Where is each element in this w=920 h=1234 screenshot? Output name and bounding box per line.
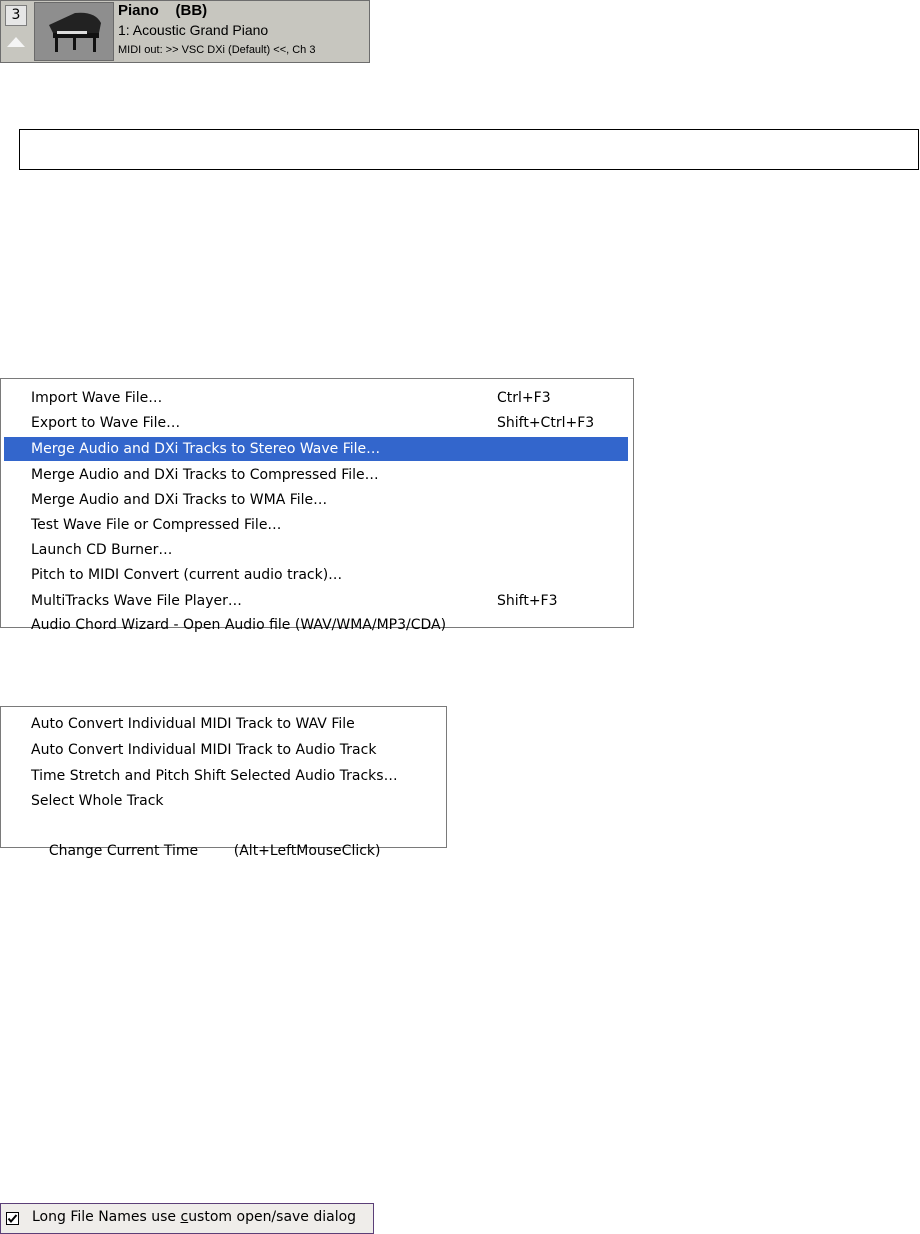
track-number[interactable]: 3 <box>5 5 27 26</box>
long-file-names-option[interactable] <box>0 1203 374 1234</box>
track-name: Piano (BB) <box>118 2 208 19</box>
menu-item-merge-wma[interactable] <box>4 488 628 512</box>
menu-item-label: Merge Audio and DXi Tracks to Stereo Wave File… <box>31 441 381 457</box>
track-context-menu <box>0 706 447 859</box>
grand-piano-icon[interactable] <box>34 2 114 61</box>
menu-item-shortcut: Shift+Ctrl+F3 <box>497 415 595 431</box>
menu-item-launch-cd-burner[interactable] <box>4 538 628 562</box>
menu-item-merge-stereo-wave[interactable] <box>4 437 628 461</box>
menu-item-convert-midi-to-audio[interactable] <box>4 738 441 762</box>
menu-item-label: Launch CD Burner… <box>31 542 173 558</box>
long-file-names-checkbox[interactable] <box>6 1212 19 1225</box>
blank-box <box>19 129 919 170</box>
checkmark-icon <box>7 1213 18 1224</box>
track-midi-out: MIDI out: >> VSC DXi (Default) <<, Ch 3 <box>118 44 316 56</box>
audio-menu <box>0 378 634 633</box>
track-panel[interactable] <box>0 0 370 63</box>
menu-item-import-wave[interactable] <box>4 386 628 410</box>
menu-item-time-stretch[interactable] <box>4 764 441 788</box>
menu-item-label: Pitch to MIDI Convert (current audio track)… <box>31 567 343 583</box>
menu-item-select-whole-track[interactable] <box>4 789 441 813</box>
menu-item-label: Import Wave File… <box>31 390 163 406</box>
menu-item-label: MultiTracks Wave File Player… <box>31 593 242 609</box>
menu-item-export-wave[interactable] <box>4 411 628 435</box>
menu-item-shortcut: Ctrl+F3 <box>497 390 551 406</box>
menu-item-audio-chord-wizard[interactable] <box>4 613 628 637</box>
menu-item-shortcut: Shift+F3 <box>497 593 558 609</box>
track-patch: 1: Acoustic Grand Piano <box>118 22 269 38</box>
menu-item-label: Select Whole Track <box>31 793 164 809</box>
triangle-up-icon[interactable] <box>7 37 25 47</box>
menu-item-label: Time Stretch and Pitch Shift Selected Audio Tracks… <box>31 768 398 784</box>
menu-item-label: Audio Chord Wizard - Open Audio file (WAV/WMA/MP3/CDA) <box>31 617 447 633</box>
menu-item-pitch-to-midi[interactable] <box>4 563 628 587</box>
menu-item-multitracks-player[interactable] <box>4 589 628 613</box>
menu-item-merge-compressed[interactable] <box>4 463 628 487</box>
menu-item-label: Merge Audio and DXi Tracks to WMA File… <box>31 492 328 508</box>
menu-item-label: Export to Wave File… <box>31 415 181 431</box>
menu-item-label: Change Current Time (Alt+LeftMouseClick) <box>48 843 381 859</box>
menu-item-label: Auto Convert Individual MIDI Track to WAV File <box>31 716 355 732</box>
menu-item-change-current-time[interactable] <box>4 815 441 859</box>
menu-item-convert-midi-to-wav[interactable] <box>4 712 441 736</box>
option-label-accelerator: c <box>180 1209 189 1225</box>
menu-item-test-wave[interactable] <box>4 513 628 537</box>
option-label-part: Long File Names use <box>32 1209 181 1225</box>
option-label-part: ustom open/save dialog <box>188 1209 357 1225</box>
menu-item-label: Auto Convert Individual MIDI Track to Audio Track <box>31 742 377 758</box>
menu-item-label: Merge Audio and DXi Tracks to Compressed File… <box>31 467 379 483</box>
long-file-names-label <box>32 1209 356 1225</box>
menu-item-label: Test Wave File or Compressed File… <box>31 517 282 533</box>
